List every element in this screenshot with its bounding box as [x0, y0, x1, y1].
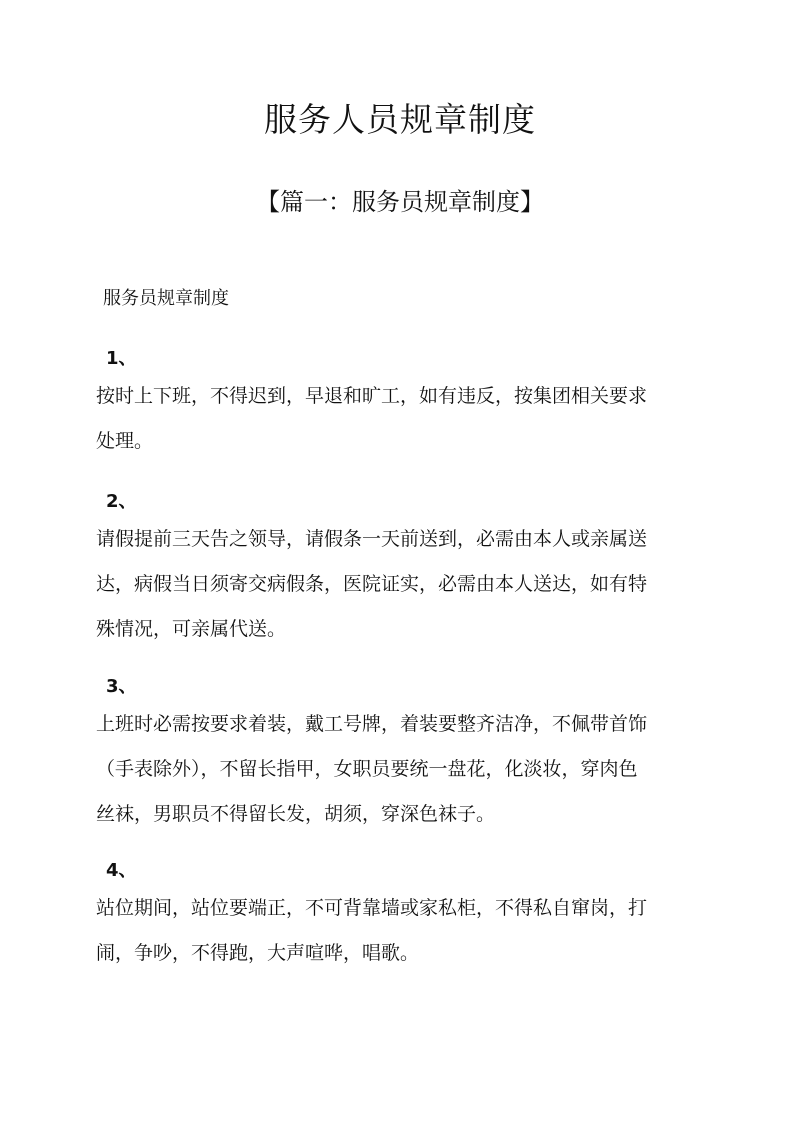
rule-text-4 — [96, 886, 706, 976]
rule-text-line: 上班时必需按要求着装，戴工号牌，着装要整齐洁净，不佩带首饰 — [96, 713, 648, 735]
rule-number-1: 1、 — [106, 348, 137, 369]
rule-text-line: （手表除外），不留长指甲，女职员要统一盘花，化淡妆，穿肉色 — [96, 758, 638, 780]
rule-text-line: 处理。 — [96, 430, 154, 452]
rule-text-line: 丝袜，男职员不得留长发，胡须，穿深色袜子。 — [96, 803, 496, 825]
rule-text-1 — [96, 374, 706, 464]
rule-number-2: 2、 — [106, 491, 137, 512]
rule-text-line: 请假提前三天告之领导，请假条一天前送到，必需由本人或亲属送 — [96, 528, 648, 550]
rule-text-line: 站位期间，站位要端正，不可背靠墙或家私柜，不得私自窜岗，打 — [96, 897, 648, 919]
rule-number-4: 4、 — [106, 860, 137, 881]
document-title: 服务人员规章制度 — [264, 100, 536, 139]
rule-text-line: 闹，争吵，不得跑，大声喧哗，唱歌。 — [96, 942, 420, 964]
rule-text-2 — [96, 517, 706, 652]
section-title: 【篇一：服务员规章制度】 — [256, 188, 544, 216]
rule-text-line: 按时上下班，不得迟到，早退和旷工，如有违反，按集团相关要求 — [96, 385, 648, 407]
rule-number-3: 3、 — [106, 676, 137, 697]
rule-text-3 — [96, 702, 706, 837]
section-subtitle: 服务员规章制度 — [103, 288, 229, 309]
rule-text-line: 达，病假当日须寄交病假条，医院证实，必需由本人送达，如有特 — [96, 573, 648, 595]
rule-text-line: 殊情况，可亲属代送。 — [96, 618, 287, 640]
